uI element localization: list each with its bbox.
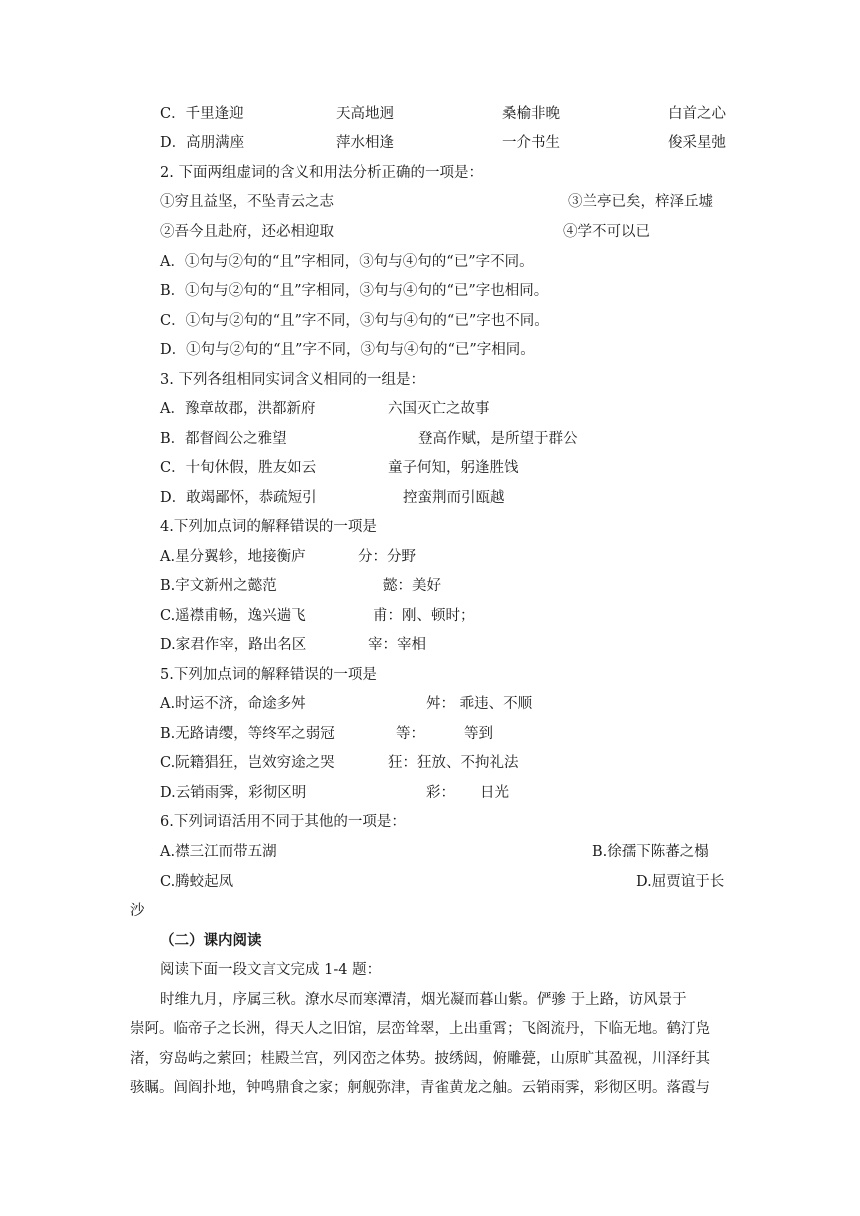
q3-option-b-2: 登高作赋，是所望于群公: [418, 431, 578, 447]
q6-option-a: A.襟三江而带五湖: [160, 844, 277, 860]
q3-option-d-1: D．敢竭鄙怀，恭疏短引: [160, 490, 317, 506]
q4-option-b-2: 懿：美好: [383, 578, 441, 594]
q1-option-c-1: C．千里逢迎: [160, 106, 244, 122]
q1-option-d-4: 俊采星弛: [668, 135, 726, 151]
q3-stem: 3. 下列各组相同实词含义相同的一组是：: [160, 372, 425, 388]
q6-option-d: D.屈贾谊于长: [636, 874, 725, 890]
q5-option-a-1: A.时运不济，命途多舛: [160, 696, 306, 712]
passage-line-1: 时维九月，序属三秋。潦水尽而寒潭清，烟光凝而暮山紫。俨骖 于上路，访风景于: [160, 992, 687, 1008]
q1-option-c-4: 白首之心: [668, 106, 726, 122]
q2-option-b: B．①句与②句的“且”字相同，③句与④句的“已”字也相同。: [160, 283, 549, 299]
q4-option-c-1: C.遥襟甫畅，逸兴遄飞: [160, 608, 306, 624]
q1-option-d-3: 一介书生: [502, 135, 560, 151]
passage-line-4: 骇瞩。闾阎扑地，钟鸣鼎食之家；舸舰弥津，青雀黄龙之舳。云销雨霁，彩彻区明。落霞与: [130, 1080, 710, 1096]
q6-stem: 6.下列词语活用不同于其他的一项是：: [160, 814, 406, 830]
q1-option-d-2: 萍水相逢: [336, 135, 394, 151]
q4-stem: 4.下列加点词的解释错误的一项是: [160, 519, 377, 535]
q5-option-a-2: 舛： 乖违、不顺: [426, 696, 533, 712]
reading-instruction: 阅读下面一段文言文完成 1-4 题：: [160, 962, 382, 978]
q6-option-b: B.徐孺下陈蕃之榻: [592, 844, 709, 860]
q2-stem: 2. 下面两组虚词的含义和用法分析正确的一项是：: [160, 165, 483, 181]
q1-option-c-3: 桑榆非晚: [502, 106, 560, 122]
q4-option-c-2: 甫：刚、顿时；: [373, 608, 475, 624]
section-heading: （二）课内阅读: [160, 932, 262, 949]
q5-option-d-3: 日光: [480, 785, 509, 801]
passage-line-3: 渚，穷岛屿之萦回；桂殿兰宫，列冈峦之体势。披绣闼，俯雕甍，山原旷其盈视，川泽纡其: [130, 1051, 710, 1067]
q4-option-a-2: 分：分野: [358, 549, 416, 565]
q4-option-d-1: D.家君作宰，路出名区: [160, 637, 307, 653]
q2-option-a: A．①句与②句的“且”字相同，③句与④句的“已”字不同。: [160, 254, 534, 270]
q2-option-d: D．①句与②句的“且”字不同，③句与④句的“已”字相同。: [160, 342, 535, 358]
q5-option-c-2: 狂：狂放、不拘礼法: [388, 755, 519, 771]
q1-option-c-2: 天高地迥: [336, 106, 394, 122]
q5-option-b-3: 等到: [464, 726, 493, 742]
q3-option-d-2: 控蛮荆而引瓯越: [403, 490, 505, 506]
q5-option-c-1: C.阮籍猖狂，岂效穷途之哭: [160, 755, 335, 771]
q3-option-c-2: 童子何知，躬逢胜饯: [388, 460, 519, 476]
q6-option-d-continued: 沙: [130, 903, 145, 919]
q2-sentence-3: ③兰亭已矣，梓泽丘墟: [568, 194, 713, 210]
q1-option-d-1: D．高朋满座: [160, 135, 245, 151]
q4-option-a-1: A.星分翼轸，地接衡庐: [160, 549, 306, 565]
q5-option-d-2: 彩：: [426, 785, 455, 801]
q2-sentence-1: ①穷且益坚，不坠青云之志: [160, 194, 334, 210]
q4-option-b-1: B.宇文新州之懿范: [160, 578, 277, 594]
q5-option-d-1: D.云销雨霁，彩彻区明: [160, 785, 307, 801]
q3-option-a-1: A．豫章故郡，洪都新府: [160, 401, 316, 417]
q3-option-c-1: C．十旬休假，胜友如云: [160, 460, 317, 476]
q2-sentence-2: ②吾今且赴府，还必相迎取: [160, 224, 334, 240]
q6-option-c: C.腾蛟起凤: [160, 874, 234, 890]
q3-option-b-1: B．都督阎公之雅望: [160, 431, 287, 447]
q5-stem: 5.下列加点词的解释错误的一项是: [160, 667, 377, 683]
passage-line-2: 崇阿。临帝子之长洲，得天人之旧馆，层峦耸翠，上出重霄；飞阁流丹，下临无地。鹤汀凫: [130, 1021, 710, 1037]
q2-option-c: C．①句与②句的“且”字不同，③句与④句的“已”字也不同。: [160, 313, 549, 329]
q2-sentence-4: ④学不可以已: [563, 224, 650, 240]
q4-option-d-2: 宰：宰相: [368, 637, 426, 653]
q3-option-a-2: 六国灭亡之故事: [388, 401, 490, 417]
q5-option-b-2: 等：: [396, 726, 425, 742]
q5-option-b-1: B.无路请缨，等终军之弱冠: [160, 726, 335, 742]
